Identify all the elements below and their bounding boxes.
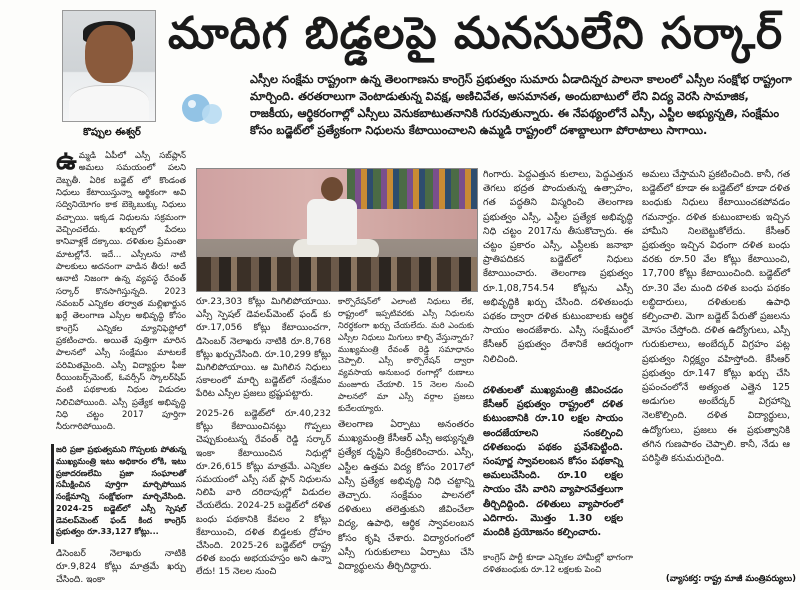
column-4-highlight: దళితులతో ముఖ్యమంత్రి జీవించడం కేసీఆర్ ప్రభుత్వం రాష్ట్రంలో దళిత కుటుంబానికి రూ.10 లక్షల సాయం అందజేయాలని సంకల్పించి దళితబంధు పథకం ప్రవేశపెట్టింది. సంపూర్ణ స్వావలంబన కోసం పథకాన్ని అమలుచేసింది. రూ.10 లక్షల సాయం చేసి వారిని వ్యాపారవేత్తలుగా తీర్చిదిద్దింది. దళితులు వ్యాపారంలో ఎదిగారు. మొత్తం 1.30 లక్షల మందికి ప్రయోజనం కల్పించారు. <box>483 385 623 539</box>
column-4: గింగారు. పెద్దఎత్తున కులాలు, పెద్దఎత్తున తెగలు భద్రత పొందుతున్న ఉత్సాహం, గత పద్ధతిని విస్మరించి తెలంగాణ ప్రభుత్వం ఎస్సీ, ఎస్టీల ప్రత్యేక అభివృద్ధి నిధి చట్టం 2017ను తీసుకొచ్చారు. ఈ చట్టం ప్రకారం ఎస్సీ, ఎస్టీలకు జనాభా ప్రాతిపదికన బడ్జెట్‌లో నిధులు కేటాయించారు. తెలంగాణ ప్రభుత్వం రూ.1,08,754.54 కోట్లను ఎస్సీ అభివృద్ధికి ఖర్చు చేసింది. దళితబంధు పథకం ద్వారా దళిత కుటుంబాలకు ఆర్థిక సాయం అందజేశారు. ఎస్సీ సంక్షేమంలో కేసీఆర్ ప్రభుత్వం దేశానికే ఆదర్శంగా నిలిచింది. <box>483 169 633 365</box>
cobbler-photo <box>196 168 478 292</box>
column-2-continued: 2025-26 బడ్జెట్‌లో రూ.40,232 కోట్లు కేటాయించినట్లు గొప్పలు చెప్పుకుంటున్న రేవంత్ రెడ్డి సర్కార్ ఇంకా కేటాయించిన నిధుల్లో రూ.26,615 కోట్లు మాత్రమే. ఎన్నికల సమయంలో ఎస్సీ సబ్ ప్లాన్ నిధులను నిలిపి వారి దరిదాపుల్లో విడుదల చేయలేదు. 2024-25 బడ్జెట్‌లో దళిత బంధు పథకానికి కేవలం 2 కోట్లు కేటాయించి, దళిత బిడ్డలకు ద్రోహం చేసింది. 2025-26 బడ్జెట్‌లో రాష్ట్ర దళిత బంధు అభయహస్తం అని ఉన్నా లేదు! 15 నెలల నుంచి <box>196 409 331 578</box>
photo-man-body <box>307 199 357 245</box>
column-3-continued: తెలంగాణ ఏర్పాటు అనంతరం ముఖ్యమంత్రి కేసీఆర్ ఎస్సీ అభ్యున్నతి ప్రత్యేక దృష్టిని కేంద్రీకరించారు. ఎస్సీ, ఎస్టీల ఉత్తమ విద్య కోసం 2017లో ఎస్సీ ప్రత్యేక అభివృద్ధి నిధి చట్టాన్ని తెచ్చారు. సంక్షేమం పాలనలో దళితులు తలెత్తుకుని జీవించేలా విద్య, ఉపాధి, ఆర్థిక స్వావలంబన కోసం కృషి చేశారు. విద్యారంగంలో ఎస్సీ గురుకులాలు ఏర్పాటు చేసి విద్యార్థులను తీర్చిదిద్దారు. <box>338 419 474 573</box>
photo-man-head <box>321 177 343 201</box>
column-3: కార్పొరేషన్‌లో ఎలాంటి నిధులు లేక, రాష్ట్రంలో ఇప్పటివరకు ఎస్సీ నిధులను నిరర్థకంగా ఖర్చు చేయలేదు. మరి ఎందుకు ఎస్సీల నిధులు మిగులు కాల్చి వేస్తున్నారు? ముఖ్యమంత్రి రేవంత్ రెడ్డి సమాధానం చెప్పాలి. ఎస్సీ కార్పొరేషన్ ద్వారా వ్యవసాయ అనుబంధ రంగాల్లో రుణాలు మంజూరు చేయాలి. 15 నెలల నుంచి పాలనలో మా ఎస్సీ వర్గాల ప్రజలు కుదేలయ్యారు. <box>338 296 474 414</box>
column-1-tail: డిసెంబర్ నెలాఖరు నాటికి రూ.9,824 కోట్లు మాత్రమే ఖర్చు చేసింది. ఇంకా <box>56 549 186 586</box>
column-2: రూ.23,303 కోట్లు మిగిలిపోయాయి. ఎస్సీ స్పెషల్ డెవలప్‌మెంట్ ఫండ్ కు రూ.17,056 కోట్లు కేటాయించగా, డిసెంబర్ నెలాఖరు నాటికి రూ.8,768 కోట్లు ఖర్చుచేసింది. రూ.10,299 కోట్లు మిగిలిపోయాయి. ఆ మిగిలిన నిధులు సకాలంలో మార్చి బడ్జెట్‌లో సంక్షేమం పేరిట ఎస్సీల ప్రజలు భ్రష్టుపట్టారు. <box>196 297 331 400</box>
photo-hanging-items <box>347 169 477 209</box>
author-byline: కొప్పుల ఈశ్వర్ <box>83 127 141 138</box>
photo-shoes <box>197 257 477 291</box>
deck-intro: ఎస్సీల సంక్షేమ రాష్ట్రంగా ఉన్న తెలంగాణను కాంగ్రెస్ ప్రభుత్వం సుమారు ఏడాదిన్నర పాలనా కాలంలో ఎస్సీల సంక్షోభ రాష్ట్రంగా మార్చింది. తరతరాలుగా వెంటాడుతున్న వివక్ష, అణిచివేత, అసమానత, అందుబాటులో లేని విద్య వెరసి సామాజిక, రాజకీయ, ఆర్థికరంగాల్లో ఎస్సీలు వెనుకబాటుతనానికి గురవుతున్నారు. ఈ నేపథ్యంలోనే ఎస్సీ, ఎస్టీల అభ్యున్నతి, సంక్షేమం కోసం బడ్జెట్‌లో ప్రత్యేకంగా నిధులను కేటాయించాలని ఉమ్మడి రాష్ట్రంలో దశాబ్దాలుగా పోరాటాలు సాగాయి. <box>250 73 792 137</box>
column-1 <box>56 146 186 434</box>
bubble-icon <box>178 86 226 134</box>
column-4-tail: కాంగ్రెస్ పార్టీ కూడా ఎన్నికల హామీల్లో భాగంగా దళితబంధుకు రూ.12 లక్షలకు పెంచి <box>483 553 633 576</box>
author-credit: (వ్యాసకర్త: రాష్ట్ర మాజీ మంత్రివర్యులు) <box>665 574 796 584</box>
column-1-highlight: జరి ప్రజా ప్రభుత్వమని గొప్పలకు పోతున్న ముఖ్యమంత్రి ఇటు అధికారం లోకి, ఇటు ప్రజాదరణలేమి ప్రజా సంఘాలతో సమీక్షించిన పూర్తిగా మార్చిపోయిన సంక్షేమాన్ని సంక్షోభంగా మార్చివేసింది. 2024-25 బడ్జెట్‌లో ఎస్సీ స్పెషల్ డెవలప్‌మెంట్ ఫండ్ కింద కాంగ్రెస్ ప్రభుత్వం రూ.33,127 కోట్లు... <box>56 444 186 537</box>
drop-cap: ఉ <box>56 146 77 176</box>
highlight-marker <box>51 444 54 544</box>
author-shirt <box>69 85 149 122</box>
author-face <box>85 25 133 83</box>
column-1-text: మ్మడి ఏపీలో ఎస్సీ సబ్‌ప్లాన్ అమలు సమయంలో పలని దెబ్బతీ. ఏరిక బడ్జెట్ లో కొండంత నిధులు కేటాయిస్తున్నా ఆర్థికంగా అవి సద్వినియోగం కాక బెక్కెబుక్కు నిధులు వచ్చాయి. ఇక్కడ నిధులను సక్రమంగా వెచ్చించలేదు. ఖర్చులో పేదలు కానివాళ్లకే దక్కాయి. దళితుల ప్రేమంతా మాటల్లోనే. ఇదే... ఎస్సీలను నాటి పాలకులు అదనంగా వాడిన తీరు! అదే ఆనాటి నిజంగా ఉన్న వ్యవస్థ రేవంత్ సర్కార్ కొనసాగిస్తున్నది. 2023 నవంబర్ ఎన్నికల తర్వాత మల్లిఖార్జున ఖర్గే తెలంగాణ ఎస్సీల అభివృద్ధి కోసం కాంగ్రెస్ ఎన్నికల మ్యానిఫెస్టోలో ప్రకటించారు. అయితే పుత్తిగా మారిన పాలనలో ఎస్సీ సంక్షేమం మాటలకే పరిమితమైంది. ఎస్సీ విద్యార్థుల ఫీజు రీయింబర్స్‌మెంట్, ఓవర్సీస్ స్కాలర్‌షిప్ వంటి పథకాలకు నిధుల విడుదల నిలిచిపోయింది. ఎస్సీ ప్రత్యేక అభివృద్ధి నిధి చట్టం 2017 పూర్తిగా నీరుగారిపోయింది. <box>56 151 186 433</box>
author-photo <box>62 10 156 122</box>
column-5: అమలు చేస్తామని ప్రకటించింది. కానీ, గత బడ్జెట్‌లో కూడా ఈ బడ్జెట్‌లో కూడా దళిత బంధుకు నిధులు కేటాయించకపోవడం గమనార్హం. దళిత కుటుంబాలకు ఇచ్చిన హామీని నిలబెట్టుకోలేదు. కేసీఆర్ ప్రభుత్వం ఇచ్చిన విధంగా దళిత బంధు వరకు రూ.50 వేల కోట్లు కేటాయించి, 17,700 కోట్లు కేటాయించింది. బడ్జెట్‌లో రూ.30 వేల మంది దళిత బంధు పథకం లబ్ధిదారులు, దళితులకు ఉపాధి కల్పించాలి. మెగా బడ్జెట్ పేరుతో ప్రజలను మోసం చేస్తోంది. దళిత ఉద్యోగులు, ఎస్సీ గురుకులాలు, అంబేద్కర్ విగ్రహం పట్ల ప్రభుత్వం నిర్లక్ష్యం వహిస్తోంది. కేసీఆర్ ప్రభుత్వం రూ.147 కోట్లు ఖర్చు చేసి ప్రపంచంలోనే అత్యంత ఎత్తైన 125 అడుగుల అంబేద్కర్ విగ్రహాన్ని నెలకొల్పింది. దళిత విద్యార్థులు, ఉద్యోగులు, ప్రజలు ఈ ప్రభుత్వానికి తగిన గుణపాఠం చెప్పాలి. కానీ, నేడు ఆ పరిస్థితి కనుమరుగైంది. <box>642 169 790 465</box>
headline: మాదిగ బిడ్డలపై మనసులేని సర్కార్ <box>168 8 784 59</box>
